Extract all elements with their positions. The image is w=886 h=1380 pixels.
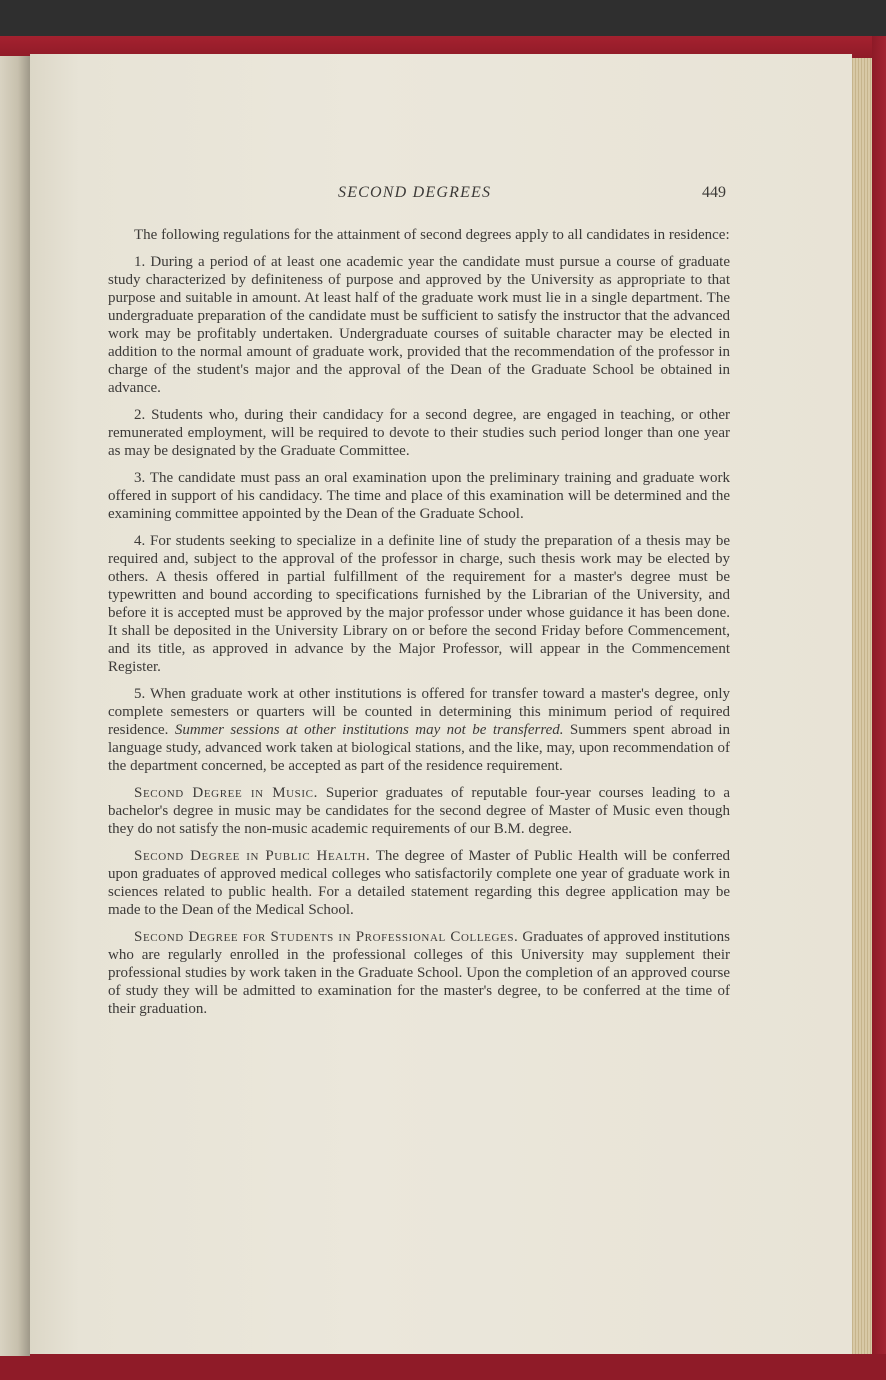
public-health-text: The degree of Master of Public Health will be conferred upon graduates of approved medical colleges who satisfactorily complete one year of graduate work in sciences related to public health. For a detailed statement regarding this degree application may be made to the Dean of the Medical School. <box>108 848 730 918</box>
body-text <box>108 226 730 1027</box>
regulation-3: 3. The candidate must pass an oral examination upon the preliminary training and graduate work offered in support of his candidacy. The time and place of this examination will be determined and the examining committee appointed by the Dean of the Graduate School. <box>108 470 730 522</box>
page-number: 449 <box>702 184 726 201</box>
music-degree-text: Superior graduates of reputable four-year courses leading to a bachelor's degree in music may be candidates for the second degree of Master of Music even though they do not satisfy the non-music academic requirements of our B.M. degree. <box>108 785 730 837</box>
professional-colleges-text: Graduates of approved institutions who are regularly enrolled in the professional colleges of this University may supplement their professional studies by work taken in the Graduate School. Upon the completion of an approved course of study they will be admitted to examination for the master's degree, to be conferred at the time of their graduation. <box>108 929 730 1017</box>
intro-paragraph: The following regulations for the attainment of second degrees apply to all candidates in residence: <box>134 227 730 243</box>
running-head-title: SECOND DEGREES <box>338 184 492 201</box>
music-degree-paragraph <box>108 784 730 838</box>
facing-page-edge <box>0 56 30 1356</box>
page-stack-edge <box>850 58 872 1354</box>
regulation-5-text-end: Summers spent abroad in language study, advanced work taken at biological stations, and the like, may, upon recommendation of the department concerned, be accepted as part of the residence requirement. <box>108 722 730 774</box>
public-health-paragraph <box>108 847 730 919</box>
regulation-5 <box>108 685 730 775</box>
regulation-2: 2. Students who, during their candidacy for a second degree, are engaged in teaching, or other remunerated employment, will be required to devote to their studies such period longer than one year as may be designated by the Graduate Committee. <box>108 407 730 459</box>
public-health-heading: Second Degree in Public Health. <box>134 848 371 864</box>
book-cover-right-edge <box>872 36 886 1380</box>
running-head <box>30 184 852 208</box>
regulation-5-text-start: 5. When graduate work at other institutions is offered for transfer toward a master's degree, only complete semesters or quarters will be counted in determining this minimum period of required residence. <box>108 686 730 738</box>
professional-colleges-paragraph <box>108 928 730 1018</box>
regulation-1: 1. During a period of at least one academic year the candidate must pursue a course of graduate study characterized by definiteness of purpose and approved by the University as appropriate to that purpose and suitable in amount. At least half of the graduate work must lie in a single department. The undergraduate preparation of the candidate must be sufficient to satisfy the instructor that the advanced work may be profitably undertaken. Undergraduate courses of suitable character may be elected in addition to the normal amount of graduate work, provided that the recommendation of the professor in charge of the student's major and the approval of the Dean of the Graduate School be obtained in advance. <box>108 254 730 396</box>
book-page <box>30 54 852 1354</box>
music-degree-heading: Second Degree in Music. <box>134 785 318 801</box>
regulation-4: 4. For students seeking to specialize in a definite line of study the preparation of a thesis may be required and, subject to the approval of the professor in charge, such thesis work may be elected by others. A thesis offered in partial fulfillment of the requirement for a master's degree must be typewritten and bound according to specifications furnished by the Librarian of the University, and before it is accepted must be approved by the major professor under whose guidance it has been done. It shall be deposited in the University Library on or before the second Friday before Commencement, and its title, as approved in advance by the Major Professor, will appear in the Commencement Register. <box>108 533 730 675</box>
book-cover-bottom-edge <box>0 1354 886 1380</box>
regulation-5-italic-note: Summer sessions at other institutions may not be transferred. <box>174 722 564 738</box>
professional-colleges-heading: Second Degree for Students in Professional Colleges. <box>134 929 519 945</box>
